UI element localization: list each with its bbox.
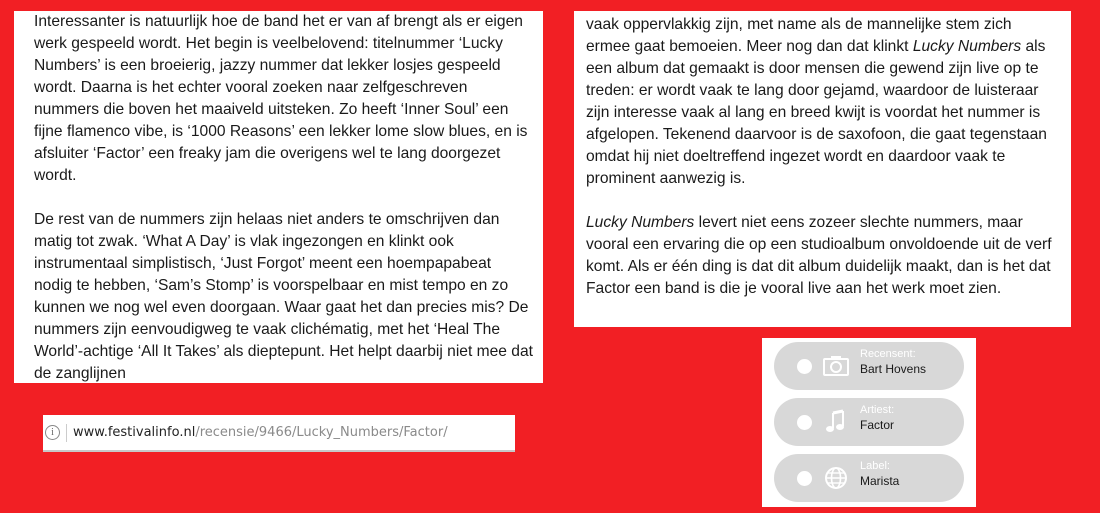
meta-item-label bbox=[774, 454, 964, 502]
meta-item-artist bbox=[774, 398, 964, 446]
meta-value: Bart Hovens bbox=[860, 362, 927, 376]
meta-label: Artiest: bbox=[860, 404, 895, 416]
review-paragraph: De rest van de nummers zijn helaas niet anders te omschrijven dan matig tot zwak. ‘What A Day’ is vlak ingezongen en klinkt ook instrumentaal simplistisch, ‘Just Forgot’ meent een hoempapabeat nodig te hebben, ‘Sam’s Stomp’ is voorspelbaar en mist tempo en zo kunnen we nog wel even doorgaan. Waar gaat het dan precies mis? De nummers zijn eenvoudigweg te vaak clichématig, met het ‘Heal The World’-achtige ‘All It Takes’ als dieptepunt. Het helpt daarbij niet mee dat de zanglijnen bbox=[34, 211, 533, 382]
bullet-dot bbox=[797, 471, 812, 486]
bullet-dot bbox=[797, 415, 812, 430]
url-path: /recensie/9466/Lucky_Numbers/Factor/ bbox=[195, 425, 448, 440]
meta-label: Label: bbox=[860, 460, 890, 472]
meta-value: Factor bbox=[860, 418, 895, 432]
meta-label: Recensent: bbox=[860, 348, 916, 360]
album-title: Lucky Numbers bbox=[586, 214, 695, 231]
review-meta-panel bbox=[762, 338, 976, 507]
address-bar[interactable] bbox=[43, 415, 515, 452]
meta-item-reviewer bbox=[774, 342, 964, 390]
review-right-column bbox=[574, 11, 1071, 327]
review-paragraph: Lucky Numbers levert niet eens zozeer slechte nummers, maar vooral een ervaring die op een studioalbum onvoldoende uit de verf komt. Als er één ding is dat dit album duidelijk maakt, dan is het dat Factor een band is die je vooral live aan het werk moet zien. bbox=[586, 214, 1052, 297]
globe-icon bbox=[822, 465, 850, 491]
review-paragraph: vaak oppervlakkig zijn, met name als de mannelijke stem zich ermee gaat bemoeien. Meer nog dan dat klinkt Lucky Numbers als een album dat gemaakt is door mensen die gewend zijn live op te treden: er wordt vaak te lang door gejamd, waardoor de luisteraar zijn interesse vaak al lang en breed kwijt is voordat het nummer is afgelopen. Tekenend daarvoor is de saxofoon, die gaat tegenstaan omdat hij niet doeltreffend ingezet wordt en daardoor vaak te prominent aanwezig is. bbox=[586, 16, 1047, 187]
address-bar-divider bbox=[66, 424, 67, 442]
bullet-dot bbox=[797, 359, 812, 374]
music-note-icon bbox=[822, 409, 850, 435]
url-domain: www.festivalinfo.nl bbox=[73, 425, 196, 440]
review-paragraph: Interessanter is natuurlijk hoe de band het er van af brengt als er eigen werk gespeeld wordt. Het begin is veelbelovend: titelnummer ‘Lucky Numbers’ is een broeierig, jazzy nummer dat lekker losjes gespeeld wordt. Daarna is het echter vooral zoeken naar zelfgeschreven nummers die boven het maaiveld uitsteken. Zo heeft ‘Inner Soul’ een fijne flamenco vibe, is ‘1000 Reasons’ een lekker lome slow blues, en is afsluiter ‘Factor’ een freaky jam die overigens wel te lang doorgezet wordt. bbox=[34, 13, 528, 184]
meta-value: Marista bbox=[860, 474, 900, 488]
review-left-column bbox=[14, 11, 543, 383]
camera-icon bbox=[822, 353, 850, 379]
album-title: Lucky Numbers bbox=[912, 38, 1022, 55]
info-icon[interactable]: i bbox=[45, 425, 60, 440]
